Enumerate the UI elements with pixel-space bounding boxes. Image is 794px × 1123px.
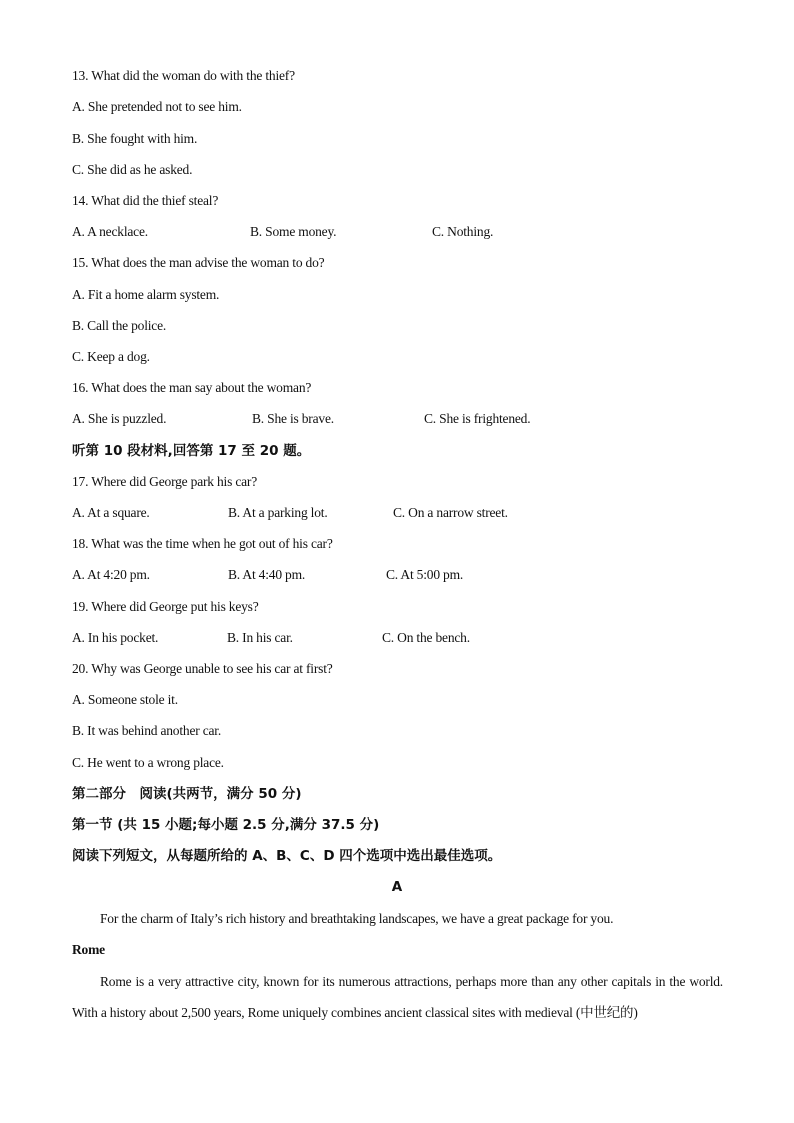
question-17-stem: 17. Where did George park his car? [72,474,258,489]
question-14-option-c: C. Nothing. [432,224,494,239]
section-listening-10-heading: 听第 10 段材料,回答第 17 至 20 题。 [72,443,311,459]
part-2-title: 第二部分 阅读(共两节，满分 50 分) [72,786,302,802]
question-16-option-c: C. She is frightened. [424,411,531,426]
question-19-option-a: A. In his pocket. [72,630,159,645]
question-20-option-a: A. Someone stole it. [72,692,178,707]
question-20-option-c: C. He went to a wrong place. [72,755,224,770]
question-19-option-c: C. On the bench. [382,630,470,645]
question-13-option-a: A. She pretended not to see him. [72,99,242,114]
question-18-option-c: C. At 5:00 pm. [386,567,464,582]
question-18-option-b: B. At 4:40 pm. [228,567,306,582]
question-20-option-b: B. It was behind another car. [72,723,222,738]
section-1-title: 第一节 (共 15 小题;每小题 2.5 分,满分 37.5 分) [72,817,380,833]
question-15-stem: 15. What does the man advise the woman to do? [72,255,325,270]
reading-instruction: 阅读下列短文，从每题所给的 A、B、C、D 四个选项中选出最佳选项。 [72,848,502,864]
question-15-option-a: A. Fit a home alarm system. [72,287,220,302]
question-16-stem: 16. What does the man say about the woman? [72,380,312,395]
question-15-option-c: C. Keep a dog. [72,349,150,364]
passage-letter: A [391,879,403,895]
question-17-option-c: C. On a narrow street. [393,505,508,520]
question-17-option-b: B. At a parking lot. [228,505,328,520]
question-16-option-a: A. She is puzzled. [72,411,167,426]
question-16-option-b: B. She is brave. [252,411,334,426]
question-18-stem: 18. What was the time when he got out of his car? [72,536,333,551]
question-19-option-b: B. In his car. [227,630,293,645]
question-20-stem: 20. Why was George unable to see his car at first? [72,661,333,676]
question-14-stem: 14. What did the thief steal? [72,193,219,208]
rome-paragraph: Rome is a very attractive city, known for its numerous attractions, perhaps more than any other capitals in the world. With a history about 2,500 years, Rome uniquely combines ancient classical sites with medieval (中世纪的) [72,974,723,1020]
question-15-option-b: B. Call the police. [72,318,167,333]
question-14-option-a: A. A necklace. [72,224,148,239]
question-19-stem: 19. Where did George put his keys? [72,599,259,614]
question-13-stem: 13. What did the woman do with the thief? [72,68,295,83]
question-13-option-b: B. She fought with him. [72,131,198,146]
question-14-option-b: B. Some money. [250,224,337,239]
rome-heading: Rome [72,942,105,957]
question-18-option-a: A. At 4:20 pm. [72,567,150,582]
question-13-option-c: C. She did as he asked. [72,162,193,177]
question-17-option-a: A. At a square. [72,505,150,520]
passage-intro: For the charm of Italy’s rich history and breathtaking landscapes, we have a great package for you. [100,911,614,926]
